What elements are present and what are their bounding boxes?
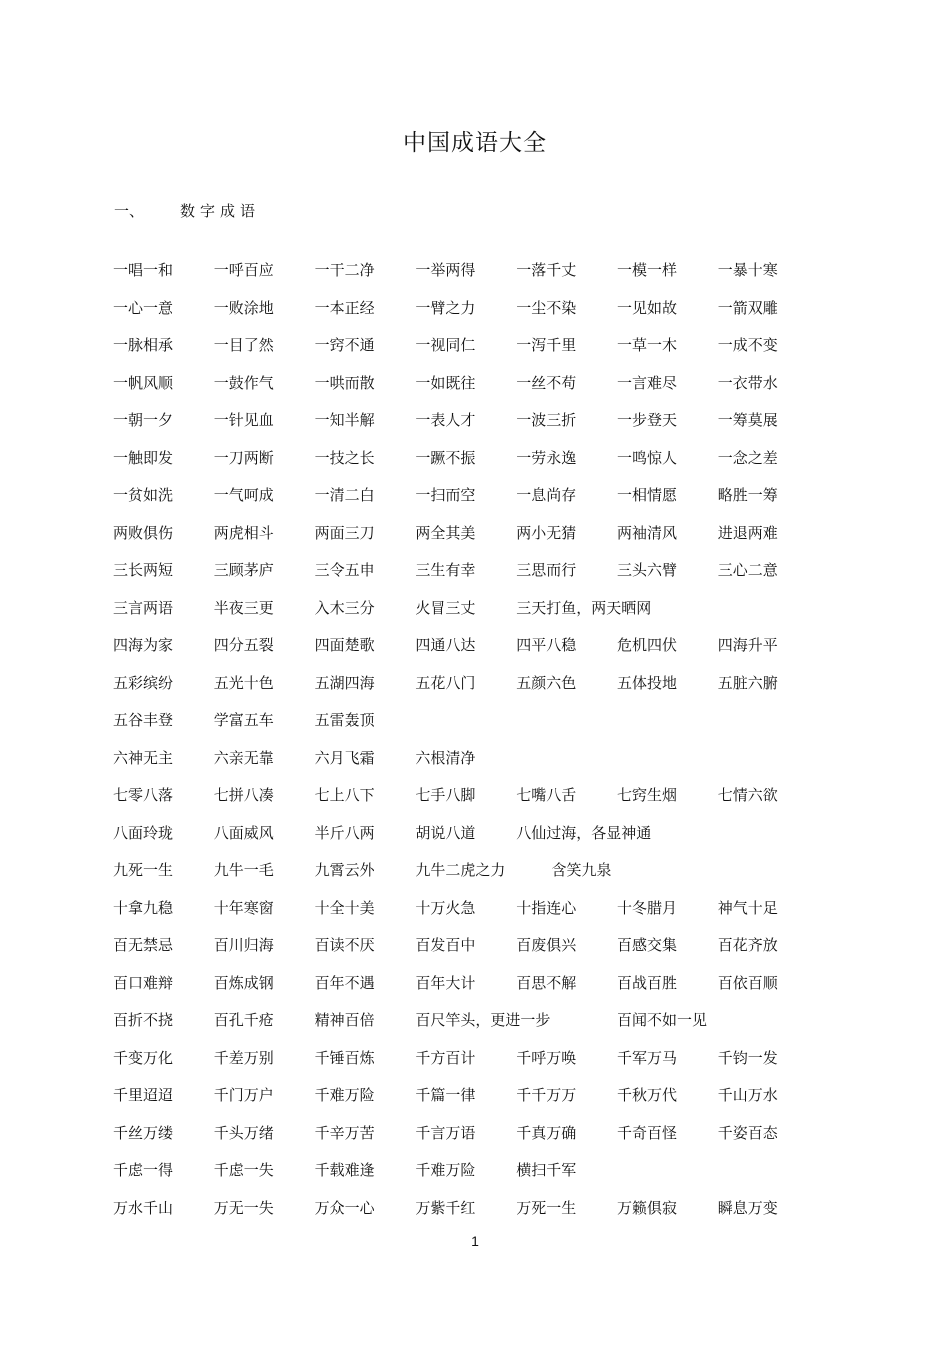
idiom-cell: 十全十美 [314,898,375,917]
idiom-cell: 七情六欲 [717,786,778,804]
idiom-cell: 三长两短 [113,561,174,579]
idiom-cell: 四海为家 [113,636,174,654]
idiom-list [113,252,833,1227]
idiom-cell: 千篇一律 [415,1086,476,1104]
idiom-cell: 一臂之力 [415,298,476,317]
idiom-cell: 危机四伏 [617,636,678,654]
idiom-cell: 千载难逢 [314,1161,375,1179]
idiom-cell: 百尺竿头，更进一步 [415,1011,551,1029]
idiom-cell: 千里迢迢 [113,1086,174,1104]
idiom-cell: 五花八门 [415,673,476,692]
section-name: 数字成语 [180,202,261,220]
idiom-cell: 一知半解 [314,411,375,429]
idiom-row [113,927,833,965]
idiom-row [113,815,833,853]
idiom-cell: 十万火急 [415,898,476,917]
idiom-cell: 一败涂地 [213,298,274,317]
idiom-row [113,777,833,815]
idiom-cell: 一唱一和 [113,261,174,279]
idiom-cell: 一朝一夕 [113,411,174,429]
idiom-cell: 一箭双雕 [717,298,778,317]
idiom-cell: 九霄云外 [314,861,375,879]
idiom-cell: 千难万险 [415,1161,476,1179]
idiom-cell: 百炼成钢 [213,973,274,992]
idiom-cell: 入木三分 [314,598,375,617]
idiom-cell: 千门万户 [213,1086,274,1104]
idiom-cell: 一刀两断 [213,448,274,467]
idiom-cell: 一清二白 [314,486,375,504]
idiom-cell: 两败俱伤 [113,523,174,542]
idiom-cell: 一技之长 [314,448,375,467]
idiom-cell: 百思不解 [516,973,577,992]
idiom-row [113,965,833,1003]
idiom-cell: 一落千丈 [516,261,577,279]
idiom-cell: 千难万险 [314,1086,375,1104]
idiom-cell: 两袖清风 [617,523,678,542]
idiom-cell: 九死一生 [113,861,174,879]
idiom-cell: 一举两得 [415,261,476,279]
idiom-cell: 火冒三丈 [415,598,476,617]
idiom-cell: 一目了然 [213,336,274,354]
idiom-cell: 胡说八道 [415,823,476,842]
idiom-cell: 瞬息万变 [717,1198,778,1217]
idiom-cell: 千呼万唤 [516,1048,577,1067]
idiom-row [113,327,833,365]
idiom-row [113,252,833,290]
idiom-cell: 百口难辩 [113,973,174,992]
idiom-cell: 一视同仁 [415,336,476,354]
idiom-cell: 四通八达 [415,636,476,654]
idiom-cell: 五颜六色 [516,673,577,692]
idiom-cell: 一成不变 [717,336,778,354]
section-number: 一、 [114,202,145,220]
idiom-row [113,1077,833,1115]
idiom-row [113,702,833,740]
idiom-cell: 万紫千红 [415,1198,476,1217]
idiom-cell: 一劳永逸 [516,448,577,467]
idiom-cell: 百依百顺 [717,973,778,992]
idiom-cell: 一言难尽 [617,373,678,392]
idiom-cell: 一气呵成 [213,486,274,504]
section-heading [114,200,260,221]
idiom-cell: 一帆风顺 [113,373,174,392]
idiom-cell: 五彩缤纷 [113,673,174,692]
idiom-cell: 一哄而散 [314,373,375,392]
idiom-cell: 四平八稳 [516,636,577,654]
idiom-cell: 七嘴八舌 [516,786,577,804]
idiom-cell: 五湖四海 [314,673,375,692]
idiom-cell: 七上八下 [314,786,375,804]
idiom-cell: 精神百倍 [314,1011,375,1029]
idiom-cell: 九牛二虎之力 [415,861,506,879]
idiom-cell: 半斤八两 [314,823,375,842]
idiom-cell: 万众一心 [314,1198,375,1217]
idiom-cell: 两虎相斗 [213,523,274,542]
idiom-cell: 万水千山 [113,1198,174,1217]
idiom-cell: 两面三刀 [314,523,375,542]
idiom-cell: 一息尚存 [516,486,577,504]
idiom-cell: 千姿百态 [717,1123,778,1142]
idiom-cell: 神气十足 [717,898,778,917]
idiom-cell: 两全其美 [415,523,476,542]
idiom-cell: 七手八脚 [415,786,476,804]
idiom-cell: 千方百计 [415,1048,476,1067]
idiom-cell: 千变万化 [113,1048,174,1067]
idiom-cell: 一模一样 [617,261,678,279]
idiom-cell: 千差万别 [213,1048,274,1067]
idiom-cell: 千辛万苦 [314,1123,375,1142]
idiom-cell: 八面玲珑 [113,823,174,842]
idiom-cell: 千奇百怪 [617,1123,678,1142]
idiom-cell: 三头六臂 [617,561,678,579]
idiom-cell: 五体投地 [617,673,678,692]
idiom-cell: 进退两难 [717,523,778,542]
idiom-row [113,740,833,778]
idiom-cell: 千锤百炼 [314,1048,375,1067]
idiom-cell: 十年寒窗 [213,898,274,917]
idiom-cell: 三言两语 [113,598,174,617]
idiom-cell: 五脏六腑 [717,673,778,692]
idiom-cell: 七窍生烟 [617,786,678,804]
idiom-cell: 六根清净 [415,748,476,767]
idiom-cell: 万死一生 [516,1198,577,1217]
idiom-cell: 百战百胜 [617,973,678,992]
idiom-row [113,890,833,928]
idiom-row [113,1152,833,1190]
idiom-cell: 百废俱兴 [516,936,577,954]
idiom-cell: 一泻千里 [516,336,577,354]
idiom-cell: 一本正经 [314,298,375,317]
idiom-cell: 一心一意 [113,298,174,317]
idiom-row [113,1040,833,1078]
idiom-cell: 四面楚歌 [314,636,375,654]
idiom-row [113,290,833,328]
idiom-cell: 六月飞霜 [314,748,375,767]
idiom-cell: 一见如故 [617,298,678,317]
page-number: 1 [471,1233,479,1249]
idiom-cell: 一衣带水 [717,373,778,392]
idiom-cell: 千言万语 [415,1123,476,1142]
idiom-cell: 千千万万 [516,1086,577,1104]
idiom-cell: 十冬腊月 [617,898,678,917]
idiom-cell: 八面威风 [213,823,274,842]
idiom-cell: 一贫如洗 [113,486,174,504]
idiom-cell: 一鼓作气 [213,373,274,392]
idiom-cell: 一尘不染 [516,298,577,317]
idiom-cell: 五光十色 [213,673,274,692]
idiom-cell: 百年不遇 [314,973,375,992]
idiom-cell: 百发百中 [415,936,476,954]
idiom-cell: 千真万确 [516,1123,577,1142]
idiom-cell: 三生有幸 [415,561,476,579]
idiom-cell: 千虑一失 [213,1161,274,1179]
idiom-cell: 六神无主 [113,748,174,767]
idiom-cell: 千山万水 [717,1086,778,1104]
idiom-cell: 一筹莫展 [717,411,778,429]
idiom-cell: 一脉相承 [113,336,174,354]
idiom-cell: 学富五车 [213,711,274,729]
idiom-cell: 百花齐放 [717,936,778,954]
idiom-cell: 三顾茅庐 [213,561,274,579]
idiom-cell: 两小无猜 [516,523,577,542]
idiom-row [113,590,833,628]
idiom-row [113,440,833,478]
idiom-cell: 一触即发 [113,448,174,467]
idiom-cell: 五雷轰顶 [314,711,375,729]
idiom-cell: 三令五申 [314,561,375,579]
idiom-cell: 百闻不如一见 [617,1011,708,1029]
idiom-row [113,852,833,890]
idiom-row [113,365,833,403]
idiom-cell: 千钧一发 [717,1048,778,1067]
idiom-cell: 万籁俱寂 [617,1198,678,1217]
idiom-cell: 九牛一毛 [213,861,274,879]
idiom-cell: 一干二净 [314,261,375,279]
idiom-cell: 一草一木 [617,336,678,354]
idiom-cell: 一丝不苟 [516,373,577,392]
idiom-cell: 一念之差 [717,448,778,467]
idiom-cell: 千头万绪 [213,1123,274,1142]
idiom-cell: 十指连心 [516,898,577,917]
idiom-cell: 一暴十寒 [717,261,778,279]
idiom-row [113,402,833,440]
idiom-row [113,552,833,590]
idiom-cell: 五谷丰登 [113,711,174,729]
idiom-cell: 一窍不通 [314,336,375,354]
idiom-cell: 三天打鱼，两天晒网 [516,598,652,617]
idiom-cell: 一蹶不振 [415,448,476,467]
idiom-cell: 六亲无靠 [213,748,274,767]
idiom-row [113,1190,833,1228]
idiom-cell: 四海升平 [717,636,778,654]
idiom-cell: 横扫千军 [516,1161,577,1179]
idiom-row [113,1002,833,1040]
idiom-cell: 七零八落 [113,786,174,804]
idiom-cell: 一呼百应 [213,261,274,279]
idiom-cell: 略胜一筹 [717,486,778,504]
idiom-cell: 含笑九泉 [551,861,612,879]
idiom-row [113,1115,833,1153]
idiom-cell: 百孔千疮 [213,1011,274,1029]
idiom-cell: 千秋万代 [617,1086,678,1104]
idiom-row [113,665,833,703]
idiom-cell: 百感交集 [617,936,678,954]
idiom-row [113,627,833,665]
idiom-cell: 百川归海 [213,936,274,954]
idiom-cell: 三思而行 [516,561,577,579]
idiom-cell: 四分五裂 [213,636,274,654]
idiom-cell: 千丝万缕 [113,1123,174,1142]
idiom-cell: 一波三折 [516,411,577,429]
idiom-cell: 万无一失 [213,1198,274,1217]
idiom-cell: 十拿九稳 [113,898,174,917]
idiom-cell: 七拼八凑 [213,786,274,804]
idiom-cell: 一扫而空 [415,486,476,504]
idiom-cell: 一表人才 [415,411,476,429]
idiom-cell: 一如既往 [415,373,476,392]
idiom-cell: 八仙过海，各显神通 [516,823,652,842]
idiom-cell: 千虑一得 [113,1161,174,1179]
idiom-cell: 一步登天 [617,411,678,429]
idiom-cell: 半夜三更 [213,598,274,617]
idiom-row [113,515,833,553]
idiom-cell: 千军万马 [617,1048,678,1067]
idiom-cell: 一鸣惊人 [617,448,678,467]
idiom-row [113,477,833,515]
idiom-cell: 百折不挠 [113,1011,174,1029]
idiom-cell: 一针见血 [213,411,274,429]
idiom-cell: 三心二意 [717,561,778,579]
idiom-cell: 一相情愿 [617,486,678,504]
page-title: 中国成语大全 [403,130,547,156]
idiom-cell: 百读不厌 [314,936,375,954]
idiom-cell: 百无禁忌 [113,936,174,954]
idiom-cell: 百年大计 [415,973,476,992]
